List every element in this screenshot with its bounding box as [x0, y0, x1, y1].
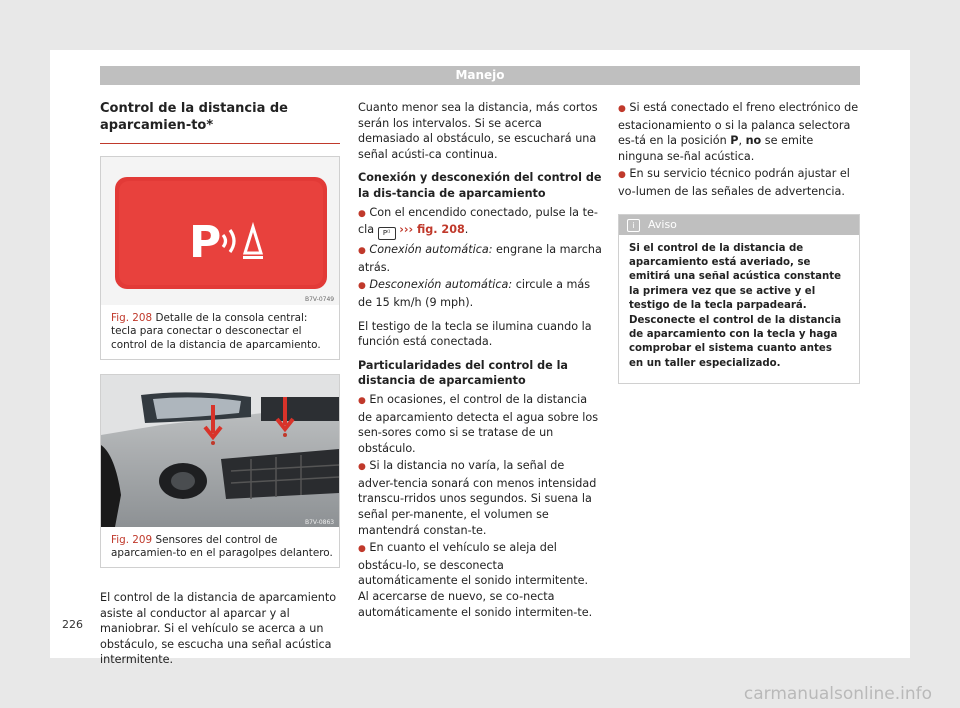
intro-paragraph: El control de la distancia de aparcamiento asiste al conductor al aparcar y al maniobrar. Si el vehículo se acerca a un obstáculo, se escucha una señal acústica intermitente. — [100, 591, 337, 667]
column-1 — [100, 100, 340, 676]
bullet-parking-brake: ● Si está conectado el freno electrónico de estacionamiento o si la palanca selectora es-tá en la posición P, no se emite ninguna se-ñal acústica. — [618, 101, 859, 163]
notice-box — [618, 214, 860, 385]
page-header: Manejo — [100, 66, 860, 85]
section-title: Control de la distancia de aparcamien-to* — [100, 100, 340, 144]
info-icon: i — [627, 219, 640, 232]
particularities-heading: Particularidades del control de la distancia de aparcamiento — [358, 358, 568, 388]
figure-209 — [100, 374, 340, 568]
notice-text: Si el control de la distancia de aparcamiento está averiado, se emitirá una señal acústica constante la primera vez que se active y el testigo de la tecla parpadeará. Desconecte el control de la distancia de aparcamiento con la tecla y haga comprobar el sistema cuanto antes en un taller especializado. — [629, 242, 842, 369]
figure-link[interactable]: ››› fig. 208 — [399, 223, 465, 237]
figure-208-number: Fig. 208 — [111, 312, 153, 324]
bullet-press-key: ● Con el encendido conectado, pulse la te-cla P⁽⁽ ››› fig. 208. — [358, 205, 602, 241]
figure-208 — [100, 156, 340, 360]
notice-header — [619, 215, 859, 235]
figure-209-caption — [101, 527, 339, 561]
parking-key-icon: P⁽⁽ — [378, 227, 396, 240]
bullet-auto-disconnect: ● Desconexión automática: circule a más de 15 km/h (9 mph). — [358, 278, 591, 309]
figure-209-number: Fig. 209 — [111, 534, 153, 546]
connect-heading: Conexión y desconexión del control de la dis-tancia de aparcamiento — [358, 171, 602, 200]
figure-208-caption — [101, 305, 339, 352]
bullet-water: ● En ocasiones, el control de la distancia de aparcamiento detecta el agua sobre los sen-sores como si se tratase de un obstáculo. — [358, 392, 599, 455]
distance-paragraph: Cuanto menor sea la distancia, más cortos serán los intervalos. Si se acerca demasiado al obstáculo, se escuchará una señal acústi-ca continua. — [358, 101, 598, 161]
notice-label: Aviso — [648, 217, 677, 231]
column-2 — [358, 100, 602, 622]
watermark: carmanualsonline.info — [743, 684, 932, 704]
bullet-service-volume: ● En su servicio técnico podrán ajustar el vo-lumen de las señales de advertencia. — [618, 167, 850, 198]
figure-209-text: Sensores del control de aparcamien-to en el paragolpes delantero. — [111, 534, 333, 560]
column-3 — [618, 100, 860, 384]
bullet-distance-constant: ● Si la distancia no varía, la señal de adver-tencia sonará con menos intensidad transcu-rridos unos segundos. Si suena la señal per-manente, el volumen se mantendrá constan-te. — [358, 459, 597, 537]
front-bumper-sensors-image — [101, 375, 339, 527]
svg-text:B7V-0863: B7V-0863 — [305, 519, 335, 526]
svg-text:P: P — [189, 217, 222, 268]
svg-text:B7V-0749: B7V-0749 — [305, 296, 335, 303]
bullet-moving-away: ● En cuanto el vehículo se aleja del obstácu-lo, se desconecta automáticamente el sonido intermitente. Al acercarse de nuevo, se co-necta automáticamente el sonido intermiten-te. — [358, 541, 593, 619]
parking-button-image — [101, 157, 339, 305]
figure-208-text: Detalle de la consola central: tecla para conectar o desconectar el control de la distancia de aparcamiento. — [111, 312, 321, 351]
bullet-auto-connect: ● Conexión automática: engrane la marcha atrás. — [358, 243, 602, 274]
indicator-paragraph: El testigo de la tecla se ilumina cuando la función está conectada. — [358, 319, 592, 349]
page-number: 226 — [62, 618, 83, 631]
